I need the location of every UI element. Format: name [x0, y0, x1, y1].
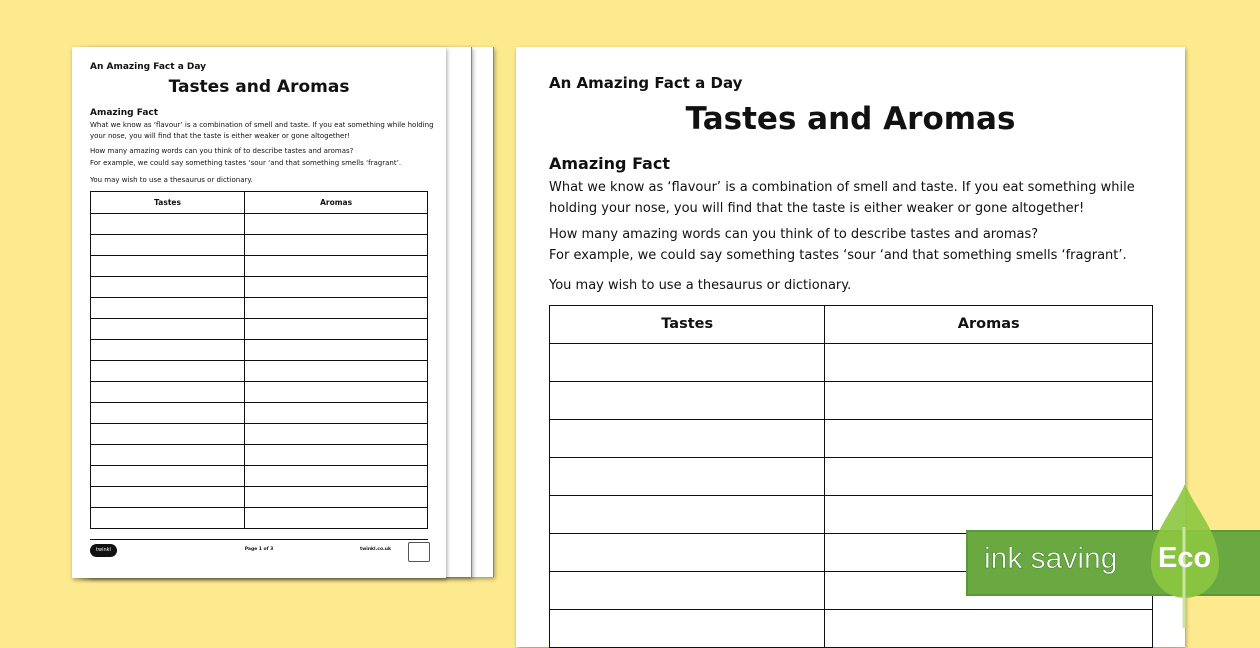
table-row: [91, 445, 428, 466]
table-row: [550, 382, 1153, 420]
aromas-cell[interactable]: [245, 361, 428, 382]
table-row: [91, 466, 428, 487]
aromas-cell[interactable]: [245, 235, 428, 256]
column-header-aromas: Aromas: [245, 192, 428, 214]
footer-divider: [90, 539, 428, 540]
table-row: [550, 610, 1153, 648]
tastes-cell[interactable]: [91, 214, 245, 235]
aromas-cell[interactable]: [245, 256, 428, 277]
question-line-1: How many amazing words can you think of to describe tastes and aromas?: [90, 147, 354, 155]
tastes-cell[interactable]: [91, 340, 245, 361]
tastes-cell[interactable]: [91, 403, 245, 424]
aromas-cell[interactable]: [245, 424, 428, 445]
page-title: Tastes and Aromas: [685, 101, 1016, 137]
aromas-cell[interactable]: [245, 382, 428, 403]
thumbnail-page[interactable]: [72, 47, 446, 578]
tastes-cell[interactable]: [91, 382, 245, 403]
tastes-cell[interactable]: [550, 382, 825, 420]
tastes-cell[interactable]: [91, 298, 245, 319]
tastes-cell[interactable]: [91, 277, 245, 298]
table-row: [91, 235, 428, 256]
page-number: Page 1 of 3: [244, 547, 274, 552]
checked-badge-icon: [408, 542, 430, 562]
tastes-cell[interactable]: [550, 344, 825, 382]
series-title: An Amazing Fact a Day: [90, 62, 207, 72]
table-row: [550, 420, 1153, 458]
table-row: [91, 214, 428, 235]
tastes-cell[interactable]: [91, 424, 245, 445]
tastes-cell[interactable]: [91, 445, 245, 466]
answer-table: [549, 305, 1153, 648]
question-line-2: For example, we could say something tastes ‘sour ‘and that something smells ‘fragrant’.: [90, 159, 402, 167]
table-row: [91, 382, 428, 403]
aromas-cell[interactable]: [825, 496, 1153, 534]
section-heading: Amazing Fact: [90, 108, 159, 118]
tastes-cell[interactable]: [550, 572, 825, 610]
tastes-cell[interactable]: [91, 235, 245, 256]
table-row: [91, 256, 428, 277]
aromas-cell[interactable]: [245, 214, 428, 235]
aromas-cell[interactable]: [245, 277, 428, 298]
aromas-cell[interactable]: [245, 445, 428, 466]
tastes-cell[interactable]: [550, 458, 825, 496]
twinkl-logo: twinkl: [90, 544, 117, 557]
table-row: [91, 340, 428, 361]
aromas-cell[interactable]: [245, 466, 428, 487]
table-row: [91, 487, 428, 508]
aromas-cell[interactable]: [245, 508, 428, 529]
tastes-cell[interactable]: [91, 319, 245, 340]
question-line-1: How many amazing words can you think of to describe tastes and aromas?: [549, 227, 1039, 242]
table-row: [91, 508, 428, 529]
aromas-cell[interactable]: [825, 610, 1153, 648]
table-row: [91, 361, 428, 382]
aromas-cell[interactable]: [245, 319, 428, 340]
table-row: [550, 458, 1153, 496]
site-url: twinkl.co.uk: [360, 547, 391, 552]
fact-text: What we know as ‘flavour’ is a combination of smell and taste. If you eat something while holding your nose, you will find that the taste is either weaker or gone altogether!: [90, 121, 434, 140]
aromas-cell[interactable]: [825, 344, 1153, 382]
hint-text: You may wish to use a thesaurus or dictionary.: [90, 176, 253, 184]
tastes-cell[interactable]: [91, 487, 245, 508]
aromas-cell[interactable]: [825, 382, 1153, 420]
aromas-cell[interactable]: [245, 340, 428, 361]
table-row: [550, 344, 1153, 382]
fact-text: What we know as ‘flavour’ is a combination of smell and taste. If you eat something while holding your nose, you will find that the taste is either weaker or gone altogether!: [549, 180, 1135, 216]
column-header-tastes: Tastes: [550, 306, 825, 344]
table-row: [550, 496, 1153, 534]
tastes-cell[interactable]: [91, 361, 245, 382]
hint-text: You may wish to use a thesaurus or dictionary.: [549, 278, 852, 293]
page-title: Tastes and Aromas: [168, 77, 350, 97]
aromas-cell[interactable]: [825, 458, 1153, 496]
tastes-cell[interactable]: [91, 508, 245, 529]
column-header-tastes: Tastes: [91, 192, 245, 214]
series-title: An Amazing Fact a Day: [549, 74, 743, 92]
table-row: [91, 319, 428, 340]
tastes-cell[interactable]: [91, 466, 245, 487]
table-row: [91, 424, 428, 445]
column-header-aromas: Aromas: [825, 306, 1153, 344]
aromas-cell[interactable]: [245, 487, 428, 508]
tastes-cell[interactable]: [550, 610, 825, 648]
tastes-cell[interactable]: [550, 534, 825, 572]
eco-label: Eco: [1158, 542, 1212, 574]
tastes-cell[interactable]: [91, 256, 245, 277]
answer-table: [90, 191, 428, 529]
question-line-2: For example, we could say something tastes ‘sour ‘and that something smells ‘fragrant’.: [549, 248, 1127, 263]
aromas-cell[interactable]: [245, 403, 428, 424]
section-heading: Amazing Fact: [549, 154, 670, 173]
table-row: [91, 277, 428, 298]
table-row: [91, 403, 428, 424]
table-row: [91, 298, 428, 319]
tastes-cell[interactable]: [550, 496, 825, 534]
aromas-cell[interactable]: [825, 420, 1153, 458]
aromas-cell[interactable]: [245, 298, 428, 319]
tastes-cell[interactable]: [550, 420, 825, 458]
ink-saving-label: ink saving: [984, 542, 1118, 575]
